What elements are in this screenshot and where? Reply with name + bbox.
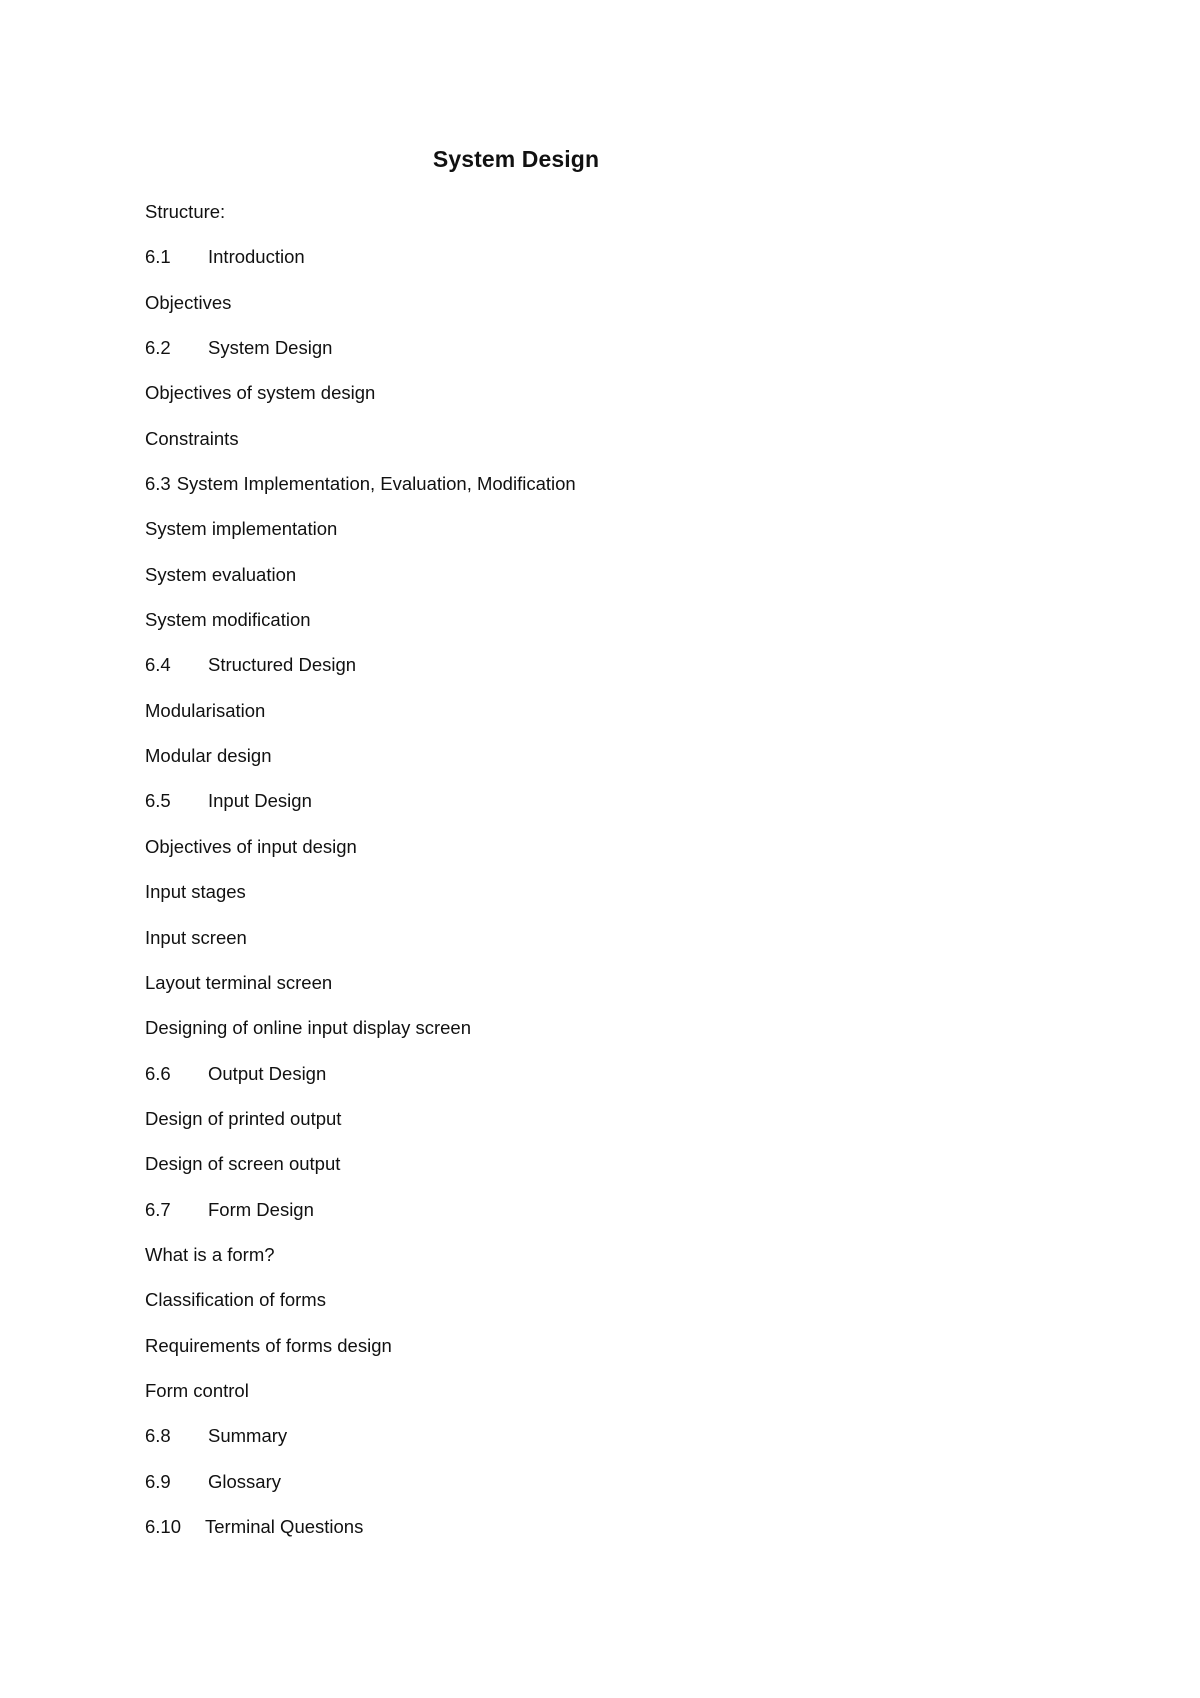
toc-subtopic <box>145 926 576 971</box>
section-text: Objectives of system design <box>145 382 376 404</box>
section-text: Constraints <box>145 427 239 449</box>
toc-subtopic <box>145 1107 576 1152</box>
section-number: 6.7 <box>145 1198 171 1220</box>
section-text: Modularisation <box>145 699 266 721</box>
toc-section-heading <box>145 472 576 517</box>
section-text: Modular design <box>145 745 272 767</box>
section-number: 6.5 <box>145 790 171 812</box>
toc-subtopic <box>145 1334 576 1379</box>
section-text: Structured Design <box>208 654 357 676</box>
section-text: Objectives of input design <box>145 835 357 857</box>
section-text: Glossary <box>208 1470 281 1492</box>
section-text: System Implementation, Evaluation, Modification <box>176 473 576 495</box>
section-text: Introduction <box>208 246 305 268</box>
toc-subtopic <box>145 835 576 880</box>
section-text: Input stages <box>145 881 246 903</box>
toc-subtopic <box>145 608 576 653</box>
section-number: 6.4 <box>145 654 171 676</box>
toc-subtopic <box>145 291 576 336</box>
section-number: 6.10 <box>145 1515 182 1537</box>
section-text: System implementation <box>145 518 338 540</box>
section-text: Input Design <box>208 790 312 812</box>
section-text: Requirements of forms design <box>145 1334 392 1356</box>
section-text: System Design <box>208 337 333 359</box>
toc-subtopic <box>145 1243 576 1288</box>
section-text: Design of printed output <box>145 1107 342 1129</box>
structure-label: Structure: <box>145 201 226 222</box>
toc-subtopic <box>145 880 576 925</box>
section-text: Objectives <box>145 291 232 313</box>
toc-subtopic <box>145 517 576 562</box>
toc-section-heading <box>145 245 576 290</box>
section-text: Terminal Questions <box>205 1515 364 1537</box>
section-text: Classification of forms <box>145 1289 326 1311</box>
toc-subtopic <box>145 1288 576 1333</box>
toc-subtopic <box>145 699 576 744</box>
section-text: System modification <box>145 609 311 631</box>
section-text: Summary <box>208 1425 288 1447</box>
toc-subtopic <box>145 381 576 426</box>
toc-subtopic <box>145 1379 576 1424</box>
toc-section-heading <box>145 1424 576 1469</box>
toc-subtopic <box>145 563 576 608</box>
section-text: Designing of online input display screen <box>145 1017 472 1039</box>
section-text: Output Design <box>208 1062 327 1084</box>
section-number: 6.9 <box>145 1470 171 1492</box>
section-number: 6.3 <box>145 473 171 495</box>
toc-section-heading <box>145 789 576 834</box>
toc-subtopic <box>145 1152 576 1197</box>
toc-subtopic <box>145 971 576 1016</box>
section-number: 6.1 <box>145 246 171 268</box>
section-text: Design of screen output <box>145 1153 341 1175</box>
toc-subtopic <box>145 427 576 472</box>
toc-section-heading <box>145 1470 576 1515</box>
toc-section-heading <box>145 653 576 698</box>
section-number: 6.6 <box>145 1062 171 1084</box>
toc-subtopic <box>145 1016 576 1061</box>
toc-section-heading <box>145 1515 576 1560</box>
toc-section-heading <box>145 1198 576 1243</box>
section-text: Form control <box>145 1379 249 1401</box>
toc-subtopic <box>145 744 576 789</box>
section-text: Form Design <box>208 1198 314 1220</box>
toc-section-heading <box>145 1062 576 1107</box>
table-of-contents <box>145 200 576 1560</box>
section-text: What is a form? <box>145 1243 275 1265</box>
document-title: System Design <box>432 146 600 172</box>
section-number: 6.8 <box>145 1425 171 1447</box>
section-text: System evaluation <box>145 563 297 585</box>
toc-section-heading <box>145 336 576 381</box>
section-number: 6.2 <box>145 337 171 359</box>
section-text: Input screen <box>145 926 247 948</box>
section-text: Layout terminal screen <box>145 971 333 993</box>
